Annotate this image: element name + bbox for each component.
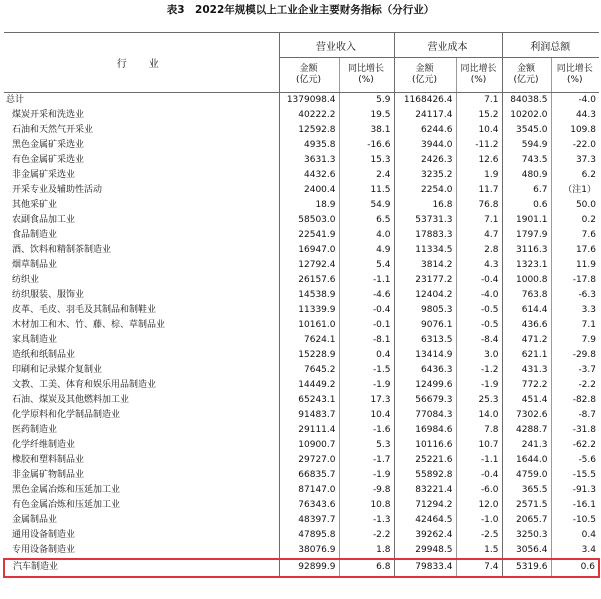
cost-amount-cell: 25221.6 [394, 453, 456, 468]
industry-name-cell: 医药制造业 [12, 425, 58, 436]
cost-growth-cell: -0.5 [456, 303, 502, 318]
profit-header: 利润总额 [502, 33, 599, 58]
cost-growth-cell: 15.2 [456, 108, 502, 123]
cost-amount-cell: 2426.3 [394, 153, 456, 168]
profit-growth-cell: -91.3 [551, 483, 599, 498]
table-row [4, 138, 599, 153]
profit-amount-cell: 431.3 [502, 363, 551, 378]
profit-growth-cell: -62.2 [551, 438, 599, 453]
table-row [4, 483, 599, 498]
cost-growth-cell: -0.5 [456, 318, 502, 333]
profit-amount-cell: 1644.0 [502, 453, 551, 468]
revenue-amount-cell: 1379098.4 [279, 93, 339, 109]
cost-growth-cell: -0.4 [456, 273, 502, 288]
table-row [4, 213, 599, 228]
table-row [4, 183, 599, 198]
industry-header: 行 业 [4, 33, 279, 93]
table-row [4, 258, 599, 273]
table-row [4, 288, 599, 303]
revenue-growth-cell: 4.0 [339, 228, 394, 243]
cost-amount-cell: 10116.6 [394, 438, 456, 453]
revenue-amount-cell: 12592.8 [279, 123, 339, 138]
table-row [4, 153, 599, 168]
cost-amount-cell: 16.8 [394, 198, 456, 213]
revenue-growth-cell: 10.8 [339, 498, 394, 513]
industry-name-cell: 有色金属矿采选业 [12, 155, 85, 166]
table-row [4, 108, 599, 123]
revenue-growth-cell: -2.2 [339, 528, 394, 543]
profit-amount-cell: 6.7 [502, 183, 551, 198]
profit-amount-cell: 4288.7 [502, 423, 551, 438]
profit-amount-cell: 480.9 [502, 168, 551, 183]
cost-amount-cell: 6244.6 [394, 123, 456, 138]
cost-growth-cell: 7.1 [456, 93, 502, 109]
profit-growth-header [551, 58, 599, 93]
cost-amount-cell: 23177.2 [394, 273, 456, 288]
financial-indicators-table [3, 32, 600, 578]
industry-name-cell: 橡胶和塑料制品业 [12, 455, 85, 466]
profit-amount-cell: 0.6 [502, 198, 551, 213]
cost-growth-cell: 7.8 [456, 423, 502, 438]
profit-growth-cell: 50.0 [551, 198, 599, 213]
table-row [4, 408, 599, 423]
revenue-amount-cell: 22541.9 [279, 228, 339, 243]
profit-amount-cell: 241.3 [502, 438, 551, 453]
industry-name-cell: 家具制造业 [12, 335, 58, 346]
cost-amount-cell: 16984.6 [394, 423, 456, 438]
cost-amount-cell: 29948.5 [394, 543, 456, 559]
industry-name-cell: 石油、煤炭及其他燃料加工业 [12, 395, 130, 406]
cost-growth-cell: 25.3 [456, 393, 502, 408]
table-row [4, 423, 599, 438]
table-row [4, 198, 599, 213]
cost-amount-cell: 6436.3 [394, 363, 456, 378]
profit-amount-cell: 10202.0 [502, 108, 551, 123]
table-title: 表3 2022年规模以上工业企业主要财务指标（分行业） [166, 4, 435, 16]
revenue-growth-cell: -0.4 [339, 303, 394, 318]
table-row [4, 438, 599, 453]
profit-growth-cell: 3.4 [551, 543, 599, 559]
industry-name-cell: 印刷和记录媒介复制业 [12, 365, 103, 376]
cost-amount-cell: 39262.4 [394, 528, 456, 543]
growth-label: 同比增长 [556, 64, 593, 74]
profit-growth-cell: -82.8 [551, 393, 599, 408]
profit-growth-cell: -2.2 [551, 378, 599, 393]
cost-growth-header [456, 58, 502, 93]
cost-amount-cell: 6313.5 [394, 333, 456, 348]
table-row [4, 348, 599, 363]
revenue-amount-cell: 7645.2 [279, 363, 339, 378]
industry-name-cell: 烟草制品业 [12, 260, 58, 271]
cost-growth-cell: 76.8 [456, 198, 502, 213]
cost-growth-cell: 12.6 [456, 153, 502, 168]
industry-name-cell: 皮革、毛皮、羽毛及其制品和制鞋业 [12, 305, 157, 316]
industry-name-cell: 化学原料和化学制品制造业 [12, 410, 121, 421]
industry-name-cell: 专用设备制造业 [12, 545, 76, 556]
table-row [4, 468, 599, 483]
industry-name-cell: 黑色金属冶炼和压延加工业 [12, 485, 121, 496]
profit-amount-cell: 436.6 [502, 318, 551, 333]
industry-name-cell: 非金属矿物制品业 [12, 470, 85, 481]
amount-label: 金额 [516, 64, 535, 74]
profit-growth-cell: -16.1 [551, 498, 599, 513]
profit-amount-cell: 1323.1 [502, 258, 551, 273]
cost-growth-cell: 14.0 [456, 408, 502, 423]
profit-growth-cell: 109.8 [551, 123, 599, 138]
revenue-amount-cell: 66835.7 [279, 468, 339, 483]
industry-name-cell: 化学纤维制造业 [12, 440, 76, 451]
revenue-amount-cell: 48397.7 [279, 513, 339, 528]
revenue-growth-cell: -1.3 [339, 513, 394, 528]
revenue-amount-cell: 29727.0 [279, 453, 339, 468]
cost-growth-cell: -1.0 [456, 513, 502, 528]
cost-growth-cell: -1.9 [456, 378, 502, 393]
cost-growth-cell: 10.4 [456, 123, 502, 138]
cost-growth-cell: -2.5 [456, 528, 502, 543]
cost-growth-cell: 4.7 [456, 228, 502, 243]
growth-unit: (%) [470, 75, 487, 85]
revenue-amount-cell: 16947.0 [279, 243, 339, 258]
cost-growth-cell: -1.1 [456, 453, 502, 468]
revenue-growth-cell: 0.4 [339, 348, 394, 363]
growth-label: 同比增长 [347, 64, 384, 74]
table-row [4, 528, 599, 543]
revenue-growth-cell: -1.9 [339, 468, 394, 483]
profit-growth-cell: 3.3 [551, 303, 599, 318]
profit-amount-cell: 2065.7 [502, 513, 551, 528]
industry-name-cell: 汽车制造业 [4, 559, 279, 576]
cost-amount-cell: 12499.6 [394, 378, 456, 393]
table-row [4, 513, 599, 528]
revenue-growth-cell: 5.3 [339, 438, 394, 453]
industry-name-cell: 通用设备制造业 [12, 530, 76, 541]
revenue-amount-cell: 29111.4 [279, 423, 339, 438]
profit-growth-cell: -5.6 [551, 453, 599, 468]
cost-amount-cell: 77084.3 [394, 408, 456, 423]
revenue-growth-cell: 15.3 [339, 153, 394, 168]
table-row [4, 453, 599, 468]
table-row [4, 303, 599, 318]
revenue-growth-cell: -1.1 [339, 273, 394, 288]
cost-amount-cell: 79833.4 [394, 559, 456, 576]
profit-growth-cell: -10.5 [551, 513, 599, 528]
industry-name-cell: 食品制造业 [12, 230, 58, 241]
revenue-amount-cell: 11339.9 [279, 303, 339, 318]
revenue-growth-cell: 5.9 [339, 93, 394, 109]
profit-growth-cell: 44.3 [551, 108, 599, 123]
industry-name-cell: 木材加工和木、竹、藤、棕、草制品业 [12, 320, 166, 331]
revenue-growth-cell: -1.5 [339, 363, 394, 378]
cost-growth-cell: 1.5 [456, 543, 502, 559]
revenue-amount-cell: 92899.9 [279, 559, 339, 576]
cost-amount-cell: 12404.2 [394, 288, 456, 303]
industry-name-cell: 非金属矿采选业 [12, 170, 76, 181]
cost-growth-cell: 12.0 [456, 498, 502, 513]
profit-amount-header [502, 58, 551, 93]
revenue-growth-cell: -1.7 [339, 453, 394, 468]
table-row [4, 333, 599, 348]
revenue-amount-cell: 3631.3 [279, 153, 339, 168]
table-row [4, 498, 599, 513]
industry-name-cell: 石油和天然气开采业 [12, 125, 94, 136]
amount-unit: (亿元) [513, 75, 539, 85]
industry-name-cell: 酒、饮料和精制茶制造业 [12, 245, 112, 256]
revenue-amount-header [279, 58, 339, 93]
cost-growth-cell: 2.8 [456, 243, 502, 258]
cost-growth-cell: 7.4 [456, 559, 502, 576]
revenue-amount-cell: 65243.1 [279, 393, 339, 408]
amount-unit: (亿元) [411, 75, 438, 85]
revenue-amount-cell: 18.9 [279, 198, 339, 213]
revenue-amount-cell: 12792.4 [279, 258, 339, 273]
table-row [4, 273, 599, 288]
industry-name-cell: 纺织服装、服饰业 [12, 290, 85, 301]
profit-amount-cell: 2571.5 [502, 498, 551, 513]
growth-label: 同比增长 [460, 64, 497, 74]
profit-amount-cell: 4759.0 [502, 468, 551, 483]
cost-amount-cell: 3235.2 [394, 168, 456, 183]
profit-amount-cell: 365.5 [502, 483, 551, 498]
revenue-amount-cell: 14538.9 [279, 288, 339, 303]
industry-name-cell: 黑色金属矿采选业 [12, 140, 85, 151]
revenue-growth-cell: 38.1 [339, 123, 394, 138]
cost-amount-cell: 71294.2 [394, 498, 456, 513]
cost-amount-cell: 3814.2 [394, 258, 456, 273]
profit-growth-cell: 11.9 [551, 258, 599, 273]
cost-amount-cell: 2254.0 [394, 183, 456, 198]
revenue-amount-cell: 38076.9 [279, 543, 339, 559]
table-row [4, 243, 599, 258]
cost-growth-cell: -0.4 [456, 468, 502, 483]
profit-growth-cell: 0.4 [551, 528, 599, 543]
table-row [4, 318, 599, 333]
profit-amount-cell: 84038.5 [502, 93, 551, 109]
profit-amount-cell: 614.4 [502, 303, 551, 318]
revenue-amount-cell: 87147.0 [279, 483, 339, 498]
revenue-growth-cell: 6.8 [339, 559, 394, 576]
profit-amount-cell: 471.2 [502, 333, 551, 348]
cost-amount-cell: 17883.3 [394, 228, 456, 243]
cost-header: 营业成本 [394, 33, 502, 58]
profit-growth-cell: -17.8 [551, 273, 599, 288]
profit-growth-cell: -22.0 [551, 138, 599, 153]
profit-growth-cell: 0.6 [551, 559, 599, 576]
table-body [4, 93, 599, 577]
cost-growth-cell: -11.2 [456, 138, 502, 153]
cost-amount-cell: 55892.8 [394, 468, 456, 483]
industry-name-cell: 开采专业及辅助性活动 [12, 185, 103, 196]
cost-amount-cell: 9805.3 [394, 303, 456, 318]
profit-amount-cell: 763.8 [502, 288, 551, 303]
revenue-amount-cell: 10900.7 [279, 438, 339, 453]
revenue-growth-cell: -1.9 [339, 378, 394, 393]
cost-amount-cell: 11334.5 [394, 243, 456, 258]
profit-amount-cell: 743.5 [502, 153, 551, 168]
cost-growth-cell: -8.4 [456, 333, 502, 348]
profit-growth-cell: -3.7 [551, 363, 599, 378]
revenue-growth-cell: -16.6 [339, 138, 394, 153]
cost-amount-cell: 83221.4 [394, 483, 456, 498]
industry-name-cell: 其他采矿业 [12, 200, 58, 211]
cost-growth-cell: -1.2 [456, 363, 502, 378]
industry-name-cell: 纺织业 [12, 275, 40, 286]
profit-amount-cell: 451.4 [502, 393, 551, 408]
cost-growth-cell: 4.3 [456, 258, 502, 273]
table-row [4, 378, 599, 393]
profit-growth-cell: -29.8 [551, 348, 599, 363]
revenue-amount-cell: 4432.6 [279, 168, 339, 183]
cost-amount-cell: 1168426.4 [394, 93, 456, 109]
profit-growth-cell: -8.7 [551, 408, 599, 423]
cost-growth-cell: 3.0 [456, 348, 502, 363]
table-row [4, 363, 599, 378]
profit-growth-cell: 37.3 [551, 153, 599, 168]
profit-amount-cell: 1000.8 [502, 273, 551, 288]
revenue-amount-cell: 40222.2 [279, 108, 339, 123]
profit-growth-cell: 7.9 [551, 333, 599, 348]
cost-amount-header [394, 58, 456, 93]
revenue-amount-cell: 26157.6 [279, 273, 339, 288]
revenue-growth-cell: 6.5 [339, 213, 394, 228]
profit-amount-cell: 594.9 [502, 138, 551, 153]
profit-amount-cell: 3545.0 [502, 123, 551, 138]
revenue-growth-cell: 11.5 [339, 183, 394, 198]
cost-amount-cell: 53731.3 [394, 213, 456, 228]
industry-name-cell: 金属制品业 [12, 515, 58, 526]
table-row [4, 543, 599, 559]
revenue-amount-cell: 76343.6 [279, 498, 339, 513]
profit-growth-cell: （注1） [551, 183, 599, 198]
revenue-growth-cell: 54.9 [339, 198, 394, 213]
profit-amount-cell: 3056.4 [502, 543, 551, 559]
cost-amount-cell: 9076.1 [394, 318, 456, 333]
profit-growth-cell: 17.6 [551, 243, 599, 258]
industry-name-cell: 煤炭开采和洗选业 [12, 110, 85, 121]
profit-amount-cell: 1901.1 [502, 213, 551, 228]
revenue-amount-cell: 15228.9 [279, 348, 339, 363]
profit-amount-cell: 3250.3 [502, 528, 551, 543]
amount-unit: (亿元) [295, 75, 322, 85]
revenue-amount-cell: 58503.0 [279, 213, 339, 228]
industry-name-cell: 造纸和纸制品业 [12, 350, 76, 361]
revenue-growth-cell: -9.8 [339, 483, 394, 498]
profit-amount-cell: 3116.3 [502, 243, 551, 258]
revenue-amount-cell: 7624.1 [279, 333, 339, 348]
revenue-growth-cell: 10.4 [339, 408, 394, 423]
table-row [4, 123, 599, 138]
revenue-growth-cell: 2.4 [339, 168, 394, 183]
profit-growth-cell: -6.3 [551, 288, 599, 303]
growth-unit: (%) [566, 75, 583, 85]
profit-growth-cell: 7.6 [551, 228, 599, 243]
table-row [4, 228, 599, 243]
cost-growth-cell: 1.9 [456, 168, 502, 183]
revenue-growth-cell: 4.9 [339, 243, 394, 258]
cost-amount-cell: 56679.3 [394, 393, 456, 408]
cost-amount-cell: 3944.0 [394, 138, 456, 153]
cost-growth-cell: 10.7 [456, 438, 502, 453]
cost-growth-cell: -4.0 [456, 288, 502, 303]
profit-growth-cell: -31.8 [551, 423, 599, 438]
table-row [4, 393, 599, 408]
cost-growth-cell: 7.1 [456, 213, 502, 228]
revenue-growth-cell: -4.6 [339, 288, 394, 303]
profit-growth-cell: 7.1 [551, 318, 599, 333]
industry-name-cell: 有色金属冶炼和压延加工业 [12, 500, 121, 511]
table-row-highlighted [4, 559, 599, 576]
amount-label: 金额 [299, 64, 318, 74]
industry-name-cell: 总计 [6, 95, 25, 105]
industry-name-cell: 农副食品加工业 [12, 215, 76, 226]
profit-amount-cell: 5319.6 [502, 559, 551, 576]
revenue-growth-cell: 19.5 [339, 108, 394, 123]
revenue-header: 营业收入 [279, 33, 394, 58]
cost-growth-cell: 11.7 [456, 183, 502, 198]
cost-amount-cell: 42464.5 [394, 513, 456, 528]
profit-growth-cell: 6.2 [551, 168, 599, 183]
revenue-amount-cell: 14449.2 [279, 378, 339, 393]
revenue-amount-cell: 47895.8 [279, 528, 339, 543]
profit-amount-cell: 7302.6 [502, 408, 551, 423]
profit-growth-cell: -15.5 [551, 468, 599, 483]
profit-amount-cell: 621.1 [502, 348, 551, 363]
revenue-growth-cell: 17.3 [339, 393, 394, 408]
industry-name-cell: 文教、工美、体育和娱乐用品制造业 [12, 380, 157, 391]
profit-amount-cell: 772.2 [502, 378, 551, 393]
table-row [4, 93, 599, 109]
profit-growth-cell: -4.0 [551, 93, 599, 109]
profit-growth-cell: 0.2 [551, 213, 599, 228]
amount-label: 金额 [415, 64, 434, 74]
revenue-growth-cell: -1.6 [339, 423, 394, 438]
revenue-growth-header [339, 58, 394, 93]
cost-amount-cell: 24117.4 [394, 108, 456, 123]
revenue-growth-cell: -0.1 [339, 318, 394, 333]
revenue-amount-cell: 91483.7 [279, 408, 339, 423]
revenue-growth-cell: -8.1 [339, 333, 394, 348]
revenue-amount-cell: 10161.0 [279, 318, 339, 333]
revenue-growth-cell: 5.4 [339, 258, 394, 273]
growth-unit: (%) [358, 75, 374, 85]
revenue-growth-cell: 1.8 [339, 543, 394, 559]
profit-amount-cell: 1797.9 [502, 228, 551, 243]
cost-growth-cell: -6.0 [456, 483, 502, 498]
revenue-amount-cell: 2400.4 [279, 183, 339, 198]
table-row [4, 168, 599, 183]
revenue-amount-cell: 4935.8 [279, 138, 339, 153]
cost-amount-cell: 13414.9 [394, 348, 456, 363]
